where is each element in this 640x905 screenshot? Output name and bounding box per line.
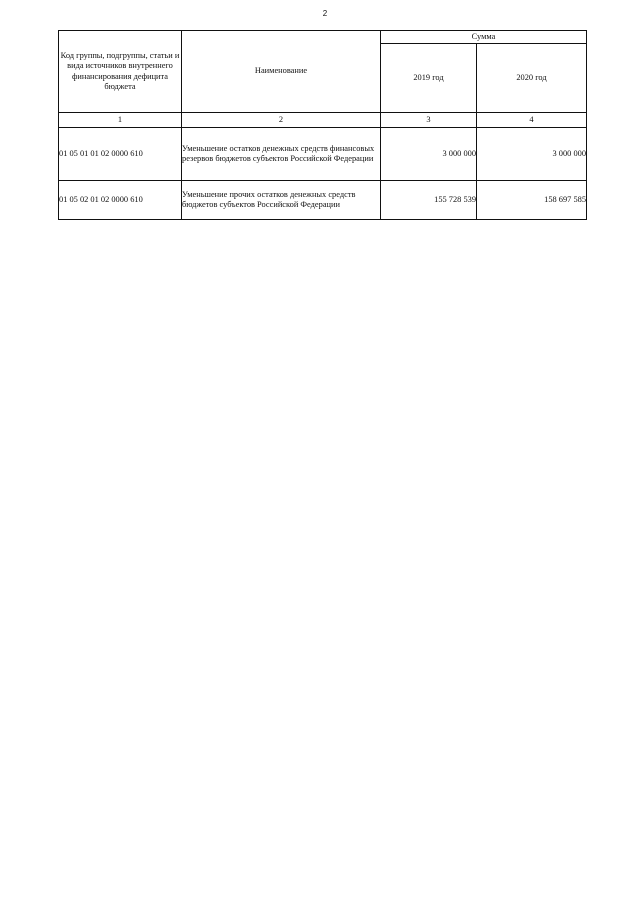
row-code: 01 05 01 01 02 0000 610 [59, 128, 182, 181]
column-number-row [59, 113, 587, 128]
column-number-4: 4 [477, 113, 587, 128]
row-amount-2019: 155 728 539 [381, 181, 477, 220]
table-row [59, 181, 587, 220]
header-year-2019: 2019 год [381, 44, 477, 113]
budget-sources-table [58, 30, 587, 220]
column-number-1: 1 [59, 113, 182, 128]
row-name: Уменьшение прочих остатков денежных средств бюджетов субъектов Российской Федерации [182, 181, 381, 220]
header-year-2020: 2020 год [477, 44, 587, 113]
header-code: Код группы, подгруппы, статьи и вида источников внутреннего финансирования дефицита бюджета [59, 31, 182, 113]
page-number: 2 [322, 9, 328, 18]
table-row [59, 128, 587, 181]
header-name: Наименование [182, 31, 381, 113]
column-number-2: 2 [182, 113, 381, 128]
row-amount-2020: 3 000 000 [477, 128, 587, 181]
row-name: Уменьшение остатков денежных средств финансовых резервов бюджетов субъектов Российской Федерации [182, 128, 381, 181]
row-code: 01 05 02 01 02 0000 610 [59, 181, 182, 220]
row-amount-2020: 158 697 585 [477, 181, 587, 220]
row-amount-2019: 3 000 000 [381, 128, 477, 181]
column-number-3: 3 [381, 113, 477, 128]
header-sum: Сумма [381, 31, 587, 44]
